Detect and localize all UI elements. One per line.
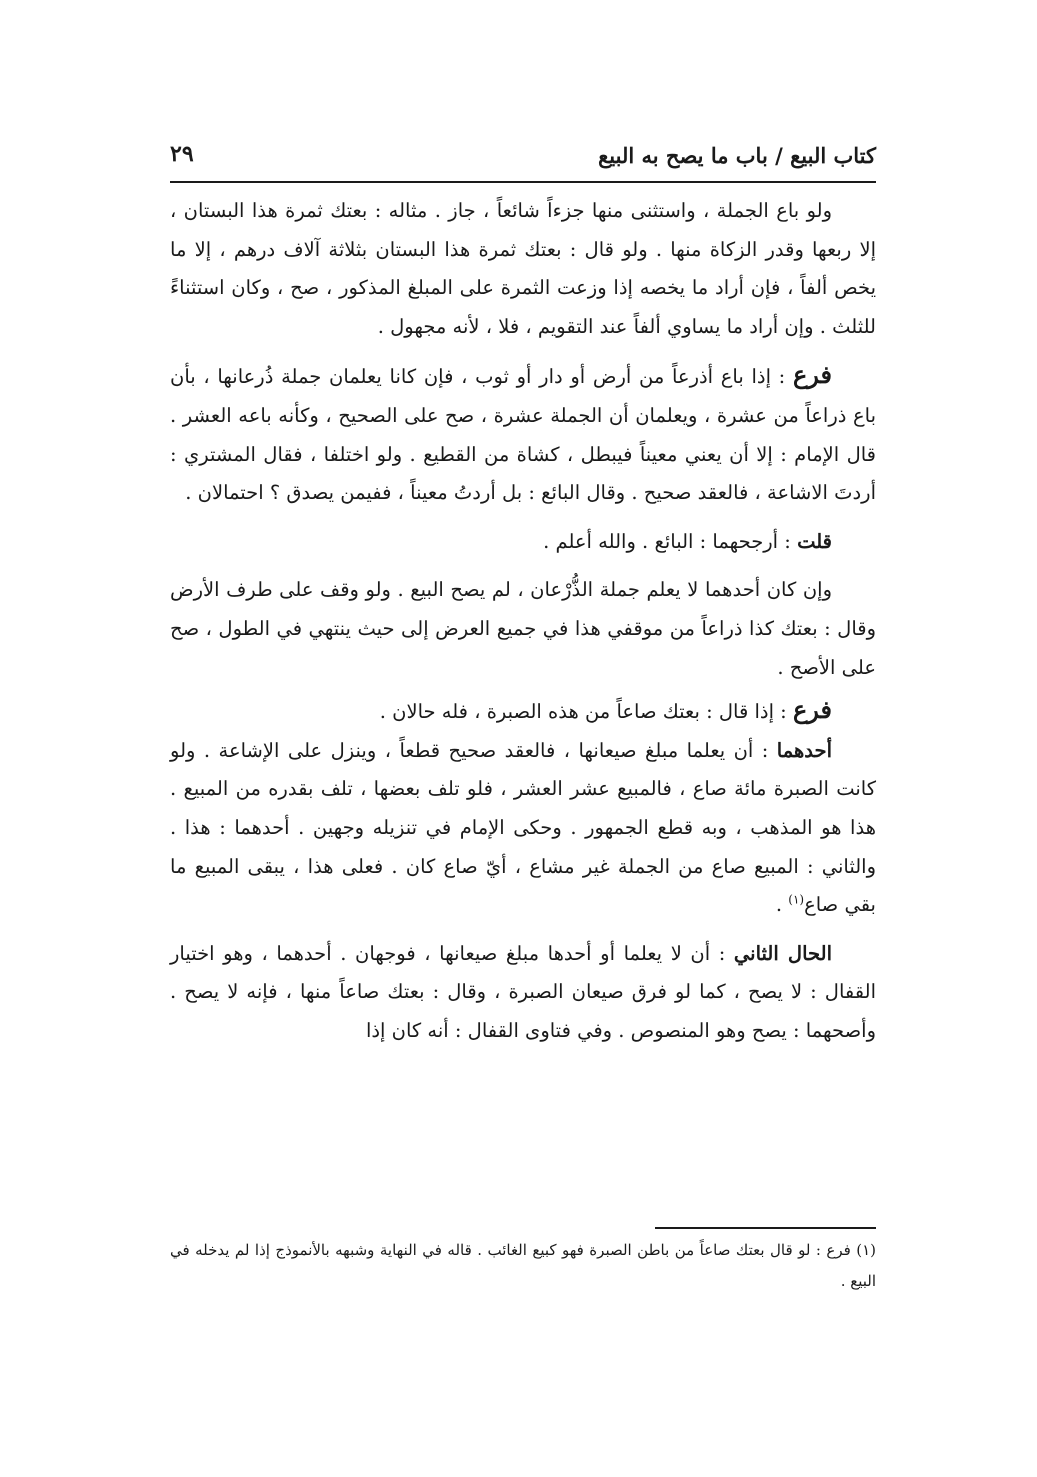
paragraph-2 — [170, 356, 876, 512]
paragraph-1 — [170, 192, 876, 346]
section-label: الحال الثاني — [733, 941, 832, 965]
section-label: فرع — [792, 360, 832, 390]
page-number: ٢٩ — [170, 141, 194, 167]
footnote-rule — [655, 1227, 876, 1229]
paragraph-text: وإن كان أحدهما لا يعلم جملة الذُّرْعان ، لم يصح البيع . ولو وقف على طرف الأرض وقال : بعتك كذا ذراعاً من موقفي هذا في جميع العرض إلى حيث ينتهي في الطول ، صح على الأصح . — [170, 578, 876, 679]
paragraph-tail: . — [775, 893, 789, 917]
section-label: فرع — [792, 695, 832, 725]
paragraph-4 — [170, 571, 876, 687]
paragraph-text: : إذا باع أذرعاً من أرض أو دار أو ثوب ، فإن كانا يعلمان جملة ذُرعانها ، بأن باع ذراعاً من عشرة ، ويعلمان أن الجملة عشرة ، صح على الصحيح ، وكأنه باعه العشر . قال الإمام : إلا أن يعني معيناً فيبطل ، كشاة من القطيع . ولو اختلفا ، فقال المشتري : أردتَ الاشاعة ، فالعقد صحيح . وقال البائع : بل أردتُ معيناً ، ففيمن يصدق ؟ احتمالان . — [170, 365, 876, 505]
running-title: كتاب البيع / باب ما يصح به البيع — [598, 143, 876, 168]
footnote-text: (١) فرع : لو قال بعتك صاعاً من باطن الصبرة فهو كبيع الغائب . قاله في النهاية وشبهه بالأنموذج إذا لم يدخله في البيع . — [170, 1241, 876, 1290]
paragraph-5 — [170, 691, 876, 732]
page-header — [170, 143, 876, 179]
paragraph-text: : أرجحهما : البائع . والله أعلم . — [543, 529, 798, 553]
footnote — [170, 1235, 876, 1297]
paragraph-text: : أن يعلما مبلغ صيعانها ، فالعقد صحيح قطعاً ، وينزل على الإشاعة . ولو كانت الصبرة مائة صاع ، فالمبيع عشر العشر ، فلو تلف بعضها ، تلف بقدره من المبيع . هذا هو المذهب ، وبه قطع الجمهور . وحكى الإمام في تنزيله وجهين . أحدهما : هذا . والثاني : المبيع صاع من الجملة غير مشاع ، أيّ صاع كان . فعلى هذا ، يبقى المبيع ما بقي صاع — [170, 738, 876, 917]
paragraph-text: : أن لا يعلما أو أحدها مبلغ صيعانها ، فوجهان . أحدهما ، وهو اختيار القفال : لا يصح ، كما لو فرق صيعان الصبرة ، وقال : بعتك صاعاً منها ، فإنه لا يصح . وأصحهما : يصح وهو المنصوص . وفي فتاوى القفال : أنه كان إذا — [170, 941, 876, 1042]
section-label: أحدهما — [776, 738, 832, 762]
paragraph-3 — [170, 523, 876, 562]
header-rule — [170, 181, 876, 183]
paragraph-6 — [170, 732, 876, 925]
footnote-reference: (١) — [788, 892, 805, 907]
paragraph-7 — [170, 935, 876, 1051]
section-label: قلت — [797, 529, 832, 553]
paragraph-text: ولو باع الجملة ، واستثنى منها جزءاً شائعاً ، جاز . مثاله : بعتك ثمرة هذا البستان ، إلا ربعها وقدر الزكاة منها . ولو قال : بعتك ثمرة هذا البستان بثلاثة آلاف درهم ، إلا ما يخص ألفاً ، فإن أراد ما يخصه إذا وزعت الثمرة على المبلغ المذكور ، صح ، وكان استثناءً للثلث . وإن أراد ما يساوي ألفاً عند التقويم ، فلا ، لأنه مجهول . — [170, 199, 876, 338]
body-text — [170, 192, 876, 1050]
paragraph-text: : إذا قال : بعتك صاعاً من هذه الصبرة ، فله حالان . — [379, 700, 793, 724]
